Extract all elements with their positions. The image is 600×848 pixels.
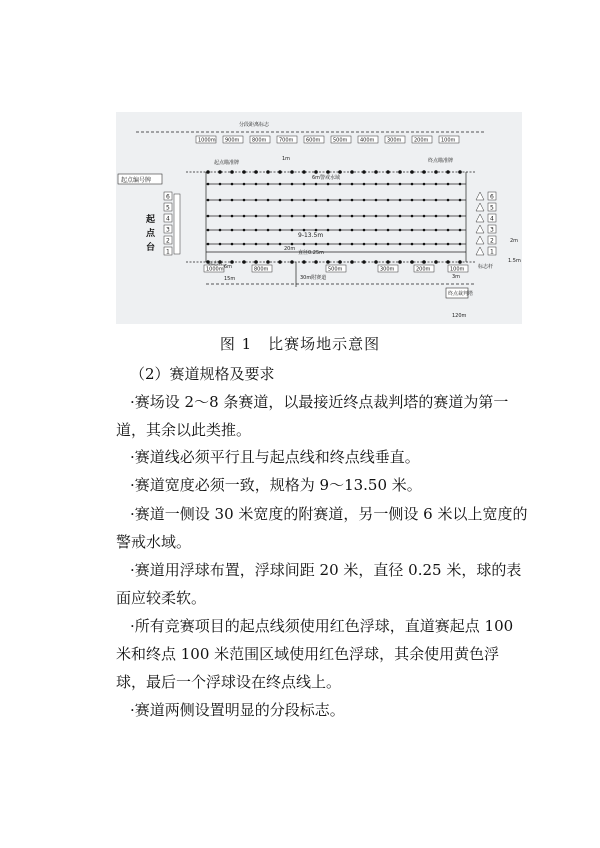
- distance-sign-label: 100m: [441, 137, 456, 144]
- buoy: [219, 229, 222, 232]
- buoy: [459, 199, 462, 202]
- finish-marker-triangle: [476, 247, 484, 255]
- buoy: [458, 260, 462, 264]
- buoy: [255, 215, 258, 218]
- buoy: [279, 243, 282, 246]
- start-line-sign-label: 起点瞄准牌: [214, 160, 240, 166]
- buoy: [410, 260, 414, 264]
- buoy: [279, 199, 282, 202]
- buoy: [291, 199, 294, 202]
- buoy: [411, 215, 414, 218]
- buoy: [423, 215, 426, 218]
- dim-15m: 15m: [224, 276, 236, 282]
- buoy: [399, 229, 402, 232]
- buoy: [327, 243, 330, 246]
- buoy: [387, 199, 390, 202]
- buoy-spacing-label: 20m: [284, 246, 296, 252]
- course-diagram: [116, 112, 522, 324]
- paragraph-7: ·赛道两侧设置明显的分段标志。: [130, 701, 345, 719]
- buoy: [411, 183, 414, 186]
- buoy: [351, 199, 354, 202]
- buoy: [266, 170, 270, 174]
- buoy: [315, 215, 318, 218]
- distance-sign-label: 1000m: [198, 137, 216, 144]
- buoy: [255, 243, 258, 246]
- buoy: [447, 199, 450, 202]
- buoy: [302, 170, 306, 174]
- buoy: [230, 170, 234, 174]
- buoy: [435, 215, 438, 218]
- buoy: [243, 183, 246, 186]
- dim-3m: 3m: [452, 274, 461, 280]
- finish-judge-tower-label: 终点裁判塔: [448, 291, 474, 297]
- buoy: [207, 183, 210, 186]
- lane-number: 6: [490, 193, 494, 201]
- finish-line-sign-label: 终点瞄准牌: [428, 158, 454, 164]
- paragraph-2: ·赛道线必须平行且与起点线和终点线垂直。: [130, 448, 420, 466]
- buoy: [278, 170, 282, 174]
- buoy: [459, 215, 462, 218]
- buoy: [363, 199, 366, 202]
- buoy: [423, 199, 426, 202]
- buoy: [447, 243, 450, 246]
- buoy: [338, 260, 342, 264]
- course-lines: [136, 132, 486, 287]
- buoy: [435, 183, 438, 186]
- buoy: [362, 170, 366, 174]
- section-title: （2）赛道规格及要求: [130, 365, 275, 383]
- finish-marker-triangle: [476, 214, 484, 222]
- segment-sign-label: 分段距离标志: [239, 122, 270, 128]
- buoy: [315, 243, 318, 246]
- lane-number: 6: [166, 193, 170, 201]
- buoy: [410, 170, 414, 174]
- buoy: [458, 170, 462, 174]
- buoy: [375, 229, 378, 232]
- buoy: [267, 215, 270, 218]
- buoy: [387, 183, 390, 186]
- buoy: [338, 170, 342, 174]
- warning-water-label: 6m警戒水域: [312, 175, 341, 181]
- buoy: [375, 243, 378, 246]
- buoy: [267, 199, 270, 202]
- buoy: [446, 260, 450, 264]
- buoy: [206, 170, 210, 174]
- buoy: [363, 229, 366, 232]
- buoy: [255, 199, 258, 202]
- distance-sign-label: 200m: [414, 137, 429, 144]
- buoy: [327, 199, 330, 202]
- buoy: [219, 199, 222, 202]
- buoy: [231, 229, 234, 232]
- dim-1-5m: 1.5m: [508, 258, 521, 264]
- buoy: [375, 183, 378, 186]
- buoy: [290, 260, 294, 264]
- buoy: [243, 243, 246, 246]
- lane-number: 5: [490, 204, 494, 212]
- buoy: [422, 260, 426, 264]
- buoy: [315, 183, 318, 186]
- buoy: [387, 215, 390, 218]
- buoy: [398, 260, 402, 264]
- buoy: [326, 260, 330, 264]
- buoy: [315, 199, 318, 202]
- buoy: [362, 260, 366, 264]
- lane-number: 4: [490, 215, 494, 223]
- buoy: [243, 199, 246, 202]
- buoy: [434, 170, 438, 174]
- figure-caption: 图 1 比赛场地示意图: [219, 335, 381, 353]
- distance-sign-label: 400m: [360, 137, 375, 144]
- buoy: [351, 229, 354, 232]
- buoy: [363, 183, 366, 186]
- buoy: [243, 215, 246, 218]
- buoy: [351, 183, 354, 186]
- buoy: [423, 243, 426, 246]
- start-number-sign-label: 起点编号牌: [121, 177, 152, 184]
- distance-sign-label: 600m: [306, 137, 321, 144]
- buoy: [266, 260, 270, 264]
- buoy: [387, 243, 390, 246]
- buoy: [411, 199, 414, 202]
- buoy: [399, 183, 402, 186]
- buoy: [326, 170, 330, 174]
- buoy: [303, 183, 306, 186]
- buoy: [279, 183, 282, 186]
- dim-6m: 6m: [224, 264, 233, 270]
- buoy: [447, 183, 450, 186]
- buoy: [386, 170, 390, 174]
- buoy: [423, 183, 426, 186]
- buoy: [446, 170, 450, 174]
- buoy: [303, 199, 306, 202]
- buoy: [435, 243, 438, 246]
- buoy: [303, 215, 306, 218]
- distance-sign-label: 500m: [328, 266, 343, 273]
- buoy: [398, 170, 402, 174]
- buoy: [339, 229, 342, 232]
- buoy: [291, 229, 294, 232]
- buoy: [374, 170, 378, 174]
- lane-number: 5: [166, 204, 170, 212]
- buoy: [219, 215, 222, 218]
- buoy: [350, 170, 354, 174]
- buoy: [459, 183, 462, 186]
- buoy: [351, 243, 354, 246]
- finish-marker-triangle: [476, 203, 484, 211]
- buoy: [231, 199, 234, 202]
- buoy: [459, 229, 462, 232]
- distance-sign-label: 300m: [380, 266, 395, 273]
- buoy: [207, 199, 210, 202]
- distance-sign-label: 200m: [416, 266, 431, 273]
- buoy: [339, 199, 342, 202]
- buoy: [447, 229, 450, 232]
- buoy: [267, 229, 270, 232]
- buoy: [386, 260, 390, 264]
- dim-120m: 120m: [452, 313, 467, 319]
- buoy: [434, 260, 438, 264]
- buoy: [207, 243, 210, 246]
- paragraph-5: ·赛道用浮球布置，浮球间距 20 米，直径 0.25 米，球的表面应较柔软。: [116, 561, 522, 607]
- buoy: [255, 183, 258, 186]
- distance-sign-label: 700m: [279, 137, 294, 144]
- buoy: [303, 243, 306, 246]
- buoy: [254, 170, 258, 174]
- buoy: [387, 229, 390, 232]
- lane-number: 2: [490, 237, 494, 245]
- lane-numbers-start: [164, 192, 172, 256]
- paragraph-1: ·赛场设 2～8 条赛道，以最接近终点裁判塔的赛道为第一道，其余以此类推。: [116, 393, 509, 439]
- finish-marker-triangle: [476, 236, 484, 244]
- buoy: [339, 215, 342, 218]
- distance-sign-label: 900m: [225, 137, 240, 144]
- buoy: [315, 229, 318, 232]
- buoy: [435, 199, 438, 202]
- buoy: [339, 183, 342, 186]
- buoy: [207, 229, 210, 232]
- buoy: [279, 215, 282, 218]
- buoy: [303, 229, 306, 232]
- buoy: [219, 243, 222, 246]
- start-platform: [146, 194, 180, 254]
- start-platform-char-3: 台: [146, 243, 156, 253]
- buoy: [314, 170, 318, 174]
- distance-sign-label: 800m: [252, 137, 267, 144]
- distance-signs-bottom: [204, 265, 468, 273]
- finish-marker-triangle: [476, 225, 484, 233]
- buoy: [242, 170, 246, 174]
- buoy: [423, 229, 426, 232]
- buoy: [302, 260, 306, 264]
- buoy: [399, 215, 402, 218]
- lane-number: 3: [166, 226, 170, 234]
- buoy: [267, 243, 270, 246]
- buoy: [339, 243, 342, 246]
- distance-sign-label: 500m: [333, 137, 348, 144]
- buoy: [207, 215, 210, 218]
- buoy: [255, 229, 258, 232]
- buoy: [363, 243, 366, 246]
- lane-number: 4: [166, 215, 170, 223]
- buoy: [375, 215, 378, 218]
- lane-width-label: 9-13.5m: [298, 232, 324, 239]
- buoy-diameter-label: 直径0.25m: [298, 250, 325, 256]
- course-diagram-svg: [116, 112, 522, 324]
- paragraph-4: ·赛道一侧设 30 米宽度的附赛道，另一侧设 6 米以上宽度的警戒水域。: [116, 505, 528, 551]
- buoy: [327, 183, 330, 186]
- distance-sign-label: 300m: [387, 137, 402, 144]
- aux-lane-label: 30m附赛道: [300, 275, 327, 281]
- marker-pole-label: 标志杆: [478, 264, 494, 270]
- buoy: [291, 243, 294, 246]
- buoy: [399, 243, 402, 246]
- buoy: [267, 183, 270, 186]
- lane-number: 3: [490, 226, 494, 234]
- dim-2m: 2m: [510, 238, 519, 244]
- start-pole-label: 标志杆: [208, 261, 224, 267]
- buoy: [422, 170, 426, 174]
- lane-number: 1: [166, 248, 170, 256]
- lane-number: 2: [166, 237, 170, 245]
- buoy: [327, 215, 330, 218]
- buoy: [314, 260, 318, 264]
- buoy: [350, 260, 354, 264]
- dim-1m: 1m: [282, 156, 291, 162]
- buoy: [411, 243, 414, 246]
- buoy: [290, 170, 294, 174]
- lane-numbers-finish: [476, 192, 496, 256]
- buoy: [279, 229, 282, 232]
- buoy: [411, 229, 414, 232]
- buoy: [291, 183, 294, 186]
- buoy: [219, 183, 222, 186]
- buoy: [291, 215, 294, 218]
- buoy: [218, 170, 222, 174]
- buoy: [459, 243, 462, 246]
- buoy: [363, 215, 366, 218]
- buoy: [242, 260, 246, 264]
- buoy: [254, 260, 258, 264]
- buoy: [351, 215, 354, 218]
- finish-marker-triangle: [476, 192, 484, 200]
- start-platform-char-2: 点: [146, 229, 156, 239]
- buoy: [231, 243, 234, 246]
- buoy: [447, 215, 450, 218]
- buoy: [231, 183, 234, 186]
- buoy: [435, 229, 438, 232]
- buoy: [327, 229, 330, 232]
- distance-sign-label: 100m: [450, 266, 465, 273]
- paragraph-3: ·赛道宽度必须一致，规格为 9～13.50 米。: [130, 476, 422, 494]
- buoy: [243, 229, 246, 232]
- distance-signs-top: [196, 136, 459, 144]
- buoy: [374, 260, 378, 264]
- buoy: [399, 199, 402, 202]
- distance-sign-label: 800m: [254, 266, 269, 273]
- distance-sign-label: 1000m: [206, 266, 224, 273]
- buoy: [278, 260, 282, 264]
- start-platform-char-1: 起: [146, 215, 156, 225]
- paragraph-6: ·所有竞赛项目的起点线须使用红色浮球，直道赛起点 100 米和终点 100 米范围区域使用红色浮球，其余使用黄色浮球，最后一个浮球设在终点线上。: [116, 617, 514, 691]
- buoy: [231, 215, 234, 218]
- lane-number: 1: [490, 248, 494, 256]
- buoy: [375, 199, 378, 202]
